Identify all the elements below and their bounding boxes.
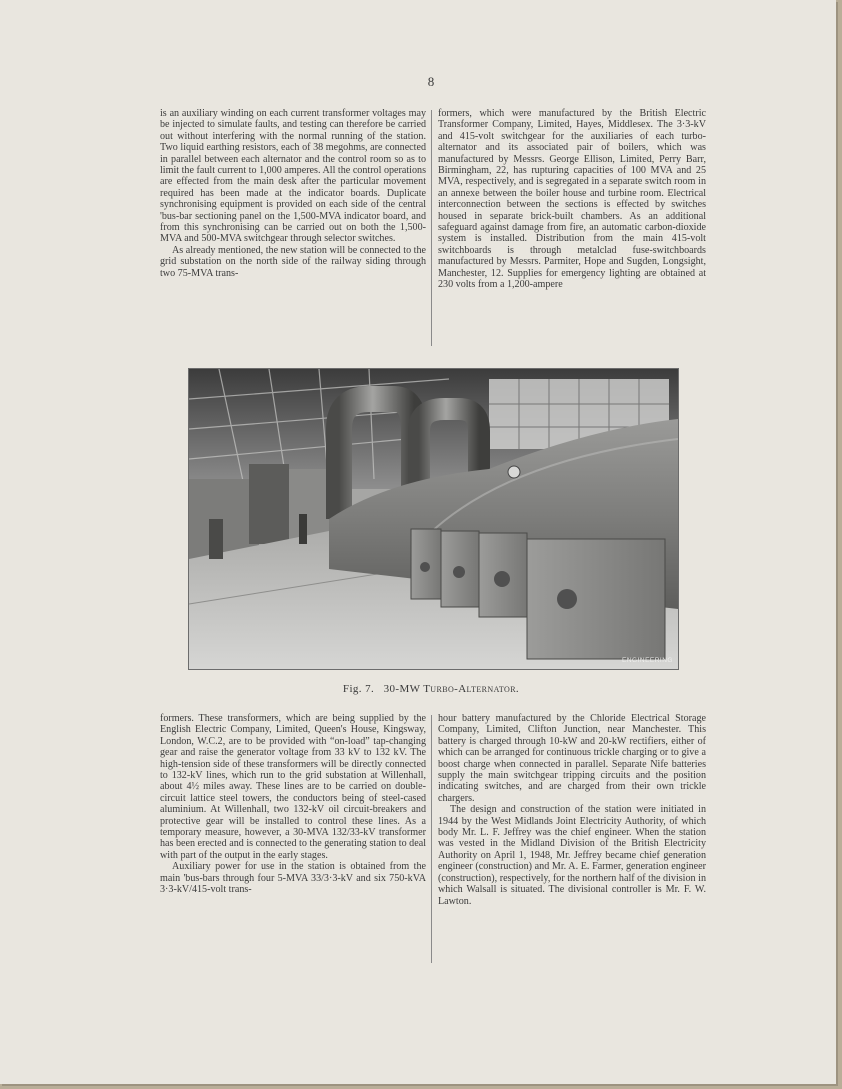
paragraph: formers. These transformers, which are being supplied by the English Electric Company, Limited, Queen's House, Kingsway, London, W.C.2, are to be provided with “on-load” tap-changing gear and raise the generator voltage from 33 kV to 132 kV. The high-tension side of these transformers will be directly connected to 132-kV lines, which run to the grid substation at Willenhall, about 4½ miles away. These lines are to be carried on double-circuit lattice steel towers, the conductors being of steel-cased aluminium. At Willenhall, two 132-kV oil circuit-breakers and protective gear will be installed to control these lines. As a temporary measure, however, a 30-MVA 132/33-kV transformer has been erected and is connected to the generating station to deal with part of the output in the early stages. xyxy=(160,713,426,861)
bottom-left-column xyxy=(160,713,426,896)
page-number: 8 xyxy=(427,74,435,89)
column-divider xyxy=(431,715,432,963)
column-divider xyxy=(431,110,432,346)
paragraph: formers, which were manufactured by the British Electric Transformer Company, Limited, Hayes, Middlesex. The 3·3-kV and 415-volt switchgear for the auxiliaries of each turbo-alternator and its associated pair of boilers, which was manufactured by Messrs. George Ellison, Limited, Perry Barr, Birmingham, 22, has rupturing capacities of 100 MVA and 25 MVA, respectively, and is segregated in a separate switch room in an annexe between the boiler house and turbine room. Electrical interconnection between the sections is effected by switches housed in separate brick-built chambers. As an additional safeguard against damage from fire, an automatic carbon-dioxide system is installed. Distribution from the main 415-volt switchboards is through metalclad fuse-switchboards manufactured by Messrs. Parmiter, Hope and Sugden, Longsight, Manchester, 12. Supplies for emergency lighting are obtained at 230 volts from a 1,200-ampere xyxy=(438,108,706,291)
top-right-column xyxy=(438,108,706,291)
paragraph: As already mentioned, the new station will be connected to the grid substation on the north side of the railway siding through two 75-MVA trans- xyxy=(160,244,426,279)
paragraph: Auxiliary power for use in the station is obtained from the main 'bus-bars through four 5-MVA 33/3·3-kV and six 750-kVA 3·3-kV/415-volt trans- xyxy=(160,861,426,896)
paragraph: hour battery manufactured by the Chloride Electrical Storage Company, Limited, Clifton Junction, near Manchester. This battery is charged through 10-kW and 20-kW rectifiers, either of which can be arranged for continuous trickle charging or to give a boost charge when connected in parallel. Separate Nife batteries supply the main switchgear tripping circuits and the position indicating switches, and are charged from their own trickle chargers. xyxy=(438,713,706,804)
figure-title: 30-MW Turbo-Alternator. xyxy=(383,683,520,695)
top-left-column xyxy=(160,108,426,279)
figure-label: Fig. 7. xyxy=(342,683,375,695)
figure-caption xyxy=(0,683,842,695)
paragraph: is an auxiliary winding on each current transformer voltages may be injected to simulate faults, and testing can therefore be carried out without interfering with the normal running of the station. Two liquid earthing resistors, each of 38 megohms, are connected in parallel between each alternator and the control room so as to limit the fault current to 1,000 amperes. All the control operations are effected from the main desk after the particular movement required has been made at the indicator boards. Duplicate synchronising equipment is provided on each side of the central 'bus-bar sectioning panel on the 1,500-MVA indicator board, and from this synchronising can be carried out on both the 1,500-MVA and 500-MVA switchgear through selector switches. xyxy=(160,108,426,245)
photo-watermark: ENGINEERING xyxy=(621,657,673,664)
bottom-right-column xyxy=(438,713,706,907)
paragraph: The design and construction of the station were initiated in 1944 by the West Midlands Joint Electricity Authority, of which body Mr. L. F. Jeffrey was the chief engineer. When the station was vested in the Midland Division of the British Electricity Authority on April 1, 1948, Mr. Jeffrey became chief generation engineer (construction) and Mr. A. E. Farmer, generation engineer (construction), respectively, for the northern half of the division in which Walsall is situated. The divisional controller is Mr. F. W. Lawton. xyxy=(438,804,706,907)
turbo-alternator-photo xyxy=(188,368,679,670)
